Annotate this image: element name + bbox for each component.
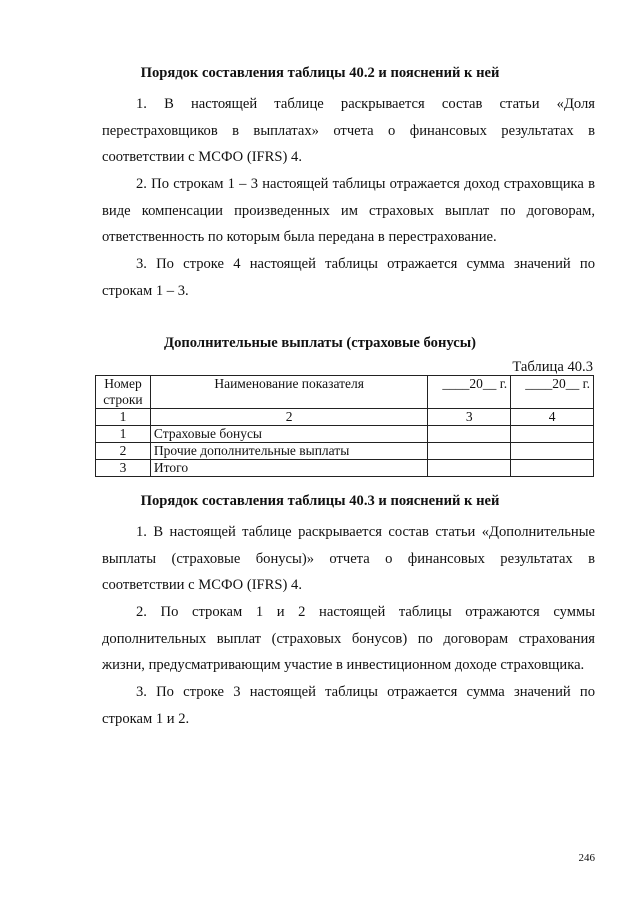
row-year1-cell [428,443,511,460]
row-year1-cell [428,426,511,443]
section2-heading: Порядок составления таблицы 40.3 и пояснений к ней [140,493,500,509]
table-title: Дополнительные выплаты (страховые бонусы) [164,335,476,351]
row-year2-cell [511,426,594,443]
row-number-cell: 3 [96,460,151,477]
row-year2-cell [511,443,594,460]
row-number-cell: 2 [96,443,151,460]
row-name-cell: Страховые бонусы [150,426,427,443]
table-row [96,426,594,443]
header-row-number: Номер строки [96,376,151,409]
table-header-row [96,376,594,409]
section1-paragraph-3: 3. По строке 4 настоящей таблицы отражается сумма значений по строкам 1 – 3. [102,256,595,299]
row-name-cell: Прочие дополнительные выплаты [150,443,427,460]
row-number-cell: 1 [96,426,151,443]
data-table [95,375,594,477]
row-year2-cell [511,460,594,477]
table-row [96,460,594,477]
section2-paragraph-3: 3. По строке 3 настоящей таблицы отражается сумма значений по строкам 1 и 2. [102,684,595,727]
section1-paragraph-2: 2. По строкам 1 – 3 настоящей таблицы отражается доход страховщика в виде компенсации произведенных им страховых выплат по договорам, ответственность по которым была передана в перестрахование. [102,176,595,245]
header-year-2: ____20__ г. [511,376,594,409]
table-caption: Таблица 40.3 [512,359,593,375]
column-number: 3 [428,409,511,426]
section2-paragraph-2: 2. По строкам 1 и 2 настоящей таблицы отражаются суммы дополнительных выплат (страховых бонусов) по договорам страхования жизни, предусматривающим участие в инвестиционном доходе страховщика. [102,604,595,673]
column-number-row [96,409,594,426]
column-number: 1 [96,409,151,426]
section2-paragraph-1: 1. В настоящей таблице раскрывается состав статьи «Дополнительные выплаты (страховые бонусы)» отчета о финансовых результатах в соответствии с МСФО (IFRS) 4. [102,524,595,593]
column-number: 4 [511,409,594,426]
row-name-cell: Итого [150,460,427,477]
header-year-1: ____20__ г. [428,376,511,409]
column-number: 2 [150,409,427,426]
row-year1-cell [428,460,511,477]
section1-heading: Порядок составления таблицы 40.2 и пояснений к ней [140,65,500,81]
section1-paragraph-1: 1. В настоящей таблице раскрывается состав статьи «Доля перестраховщиков в выплатах» отчета о финансовых результатах в соответствии с МСФО (IFRS) 4. [102,96,595,165]
page-number: 246 [578,852,595,864]
table-row [96,443,594,460]
header-indicator-name: Наименование показателя [150,376,427,409]
